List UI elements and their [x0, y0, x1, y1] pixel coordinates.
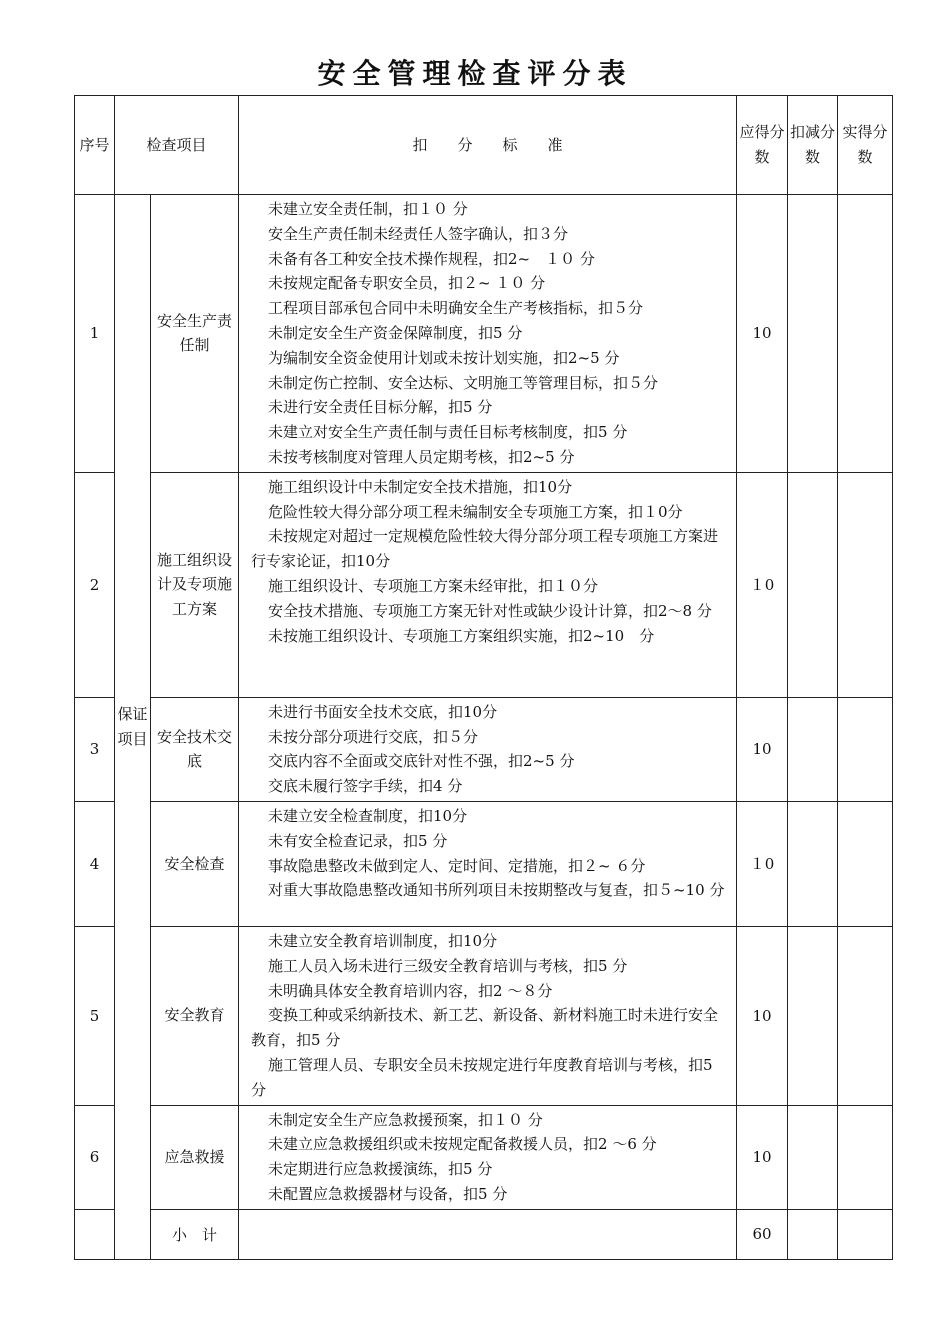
row-points: 10 [737, 697, 788, 801]
header-actual: 实得分数 [838, 96, 893, 195]
header-seq: 序号 [75, 96, 115, 195]
row-deduct-cell[interactable] [788, 472, 838, 697]
row-item: 安全检查 [151, 801, 239, 926]
table-row [75, 801, 893, 926]
criteria-line: 未进行书面安全技术交底，扣10分 [268, 702, 498, 721]
criteria-line: 施工组织设计中未制定安全技术措施，扣10分 [268, 477, 573, 496]
subtotal-row [75, 1209, 893, 1259]
criteria-line: 未进行安全责任目标分解，扣5 分 [268, 398, 493, 417]
group-label: 保证项目 [115, 195, 151, 1260]
row-criteria [239, 1105, 737, 1209]
row-deduct-cell[interactable] [788, 697, 838, 801]
row-actual-cell[interactable] [838, 697, 893, 801]
criteria-line: 未按考核制度对管理人员定期考核，扣2~5 分 [268, 447, 575, 466]
table-row [75, 697, 893, 801]
criteria-line: 未备有各工种安全技术操作规程，扣2~ １０ 分 [268, 249, 595, 268]
row-deduct-cell[interactable] [788, 195, 838, 473]
row-criteria [239, 472, 737, 697]
criteria-line: 未按规定配备专职安全员，扣２~ １０ 分 [268, 274, 546, 293]
criteria-line: 安全技术措施、专项施工方案无针对性或缺少设计计算，扣2～8 分 [268, 601, 712, 620]
row-actual-cell[interactable] [838, 926, 893, 1105]
criteria-line: 交底内容不全面或交底针对性不强，扣2~5 分 [268, 752, 575, 771]
criteria-line: 未按分部分项进行交底，扣５分 [268, 727, 479, 746]
criteria-line: 施工管理人员、专职安全员未按规定进行年度教育培训与考核，扣5 分 [251, 1055, 713, 1099]
criteria-line: 未建立安全检查制度，扣10分 [268, 806, 468, 825]
table-row [75, 1105, 893, 1209]
row-seq: 5 [75, 926, 115, 1105]
criteria-line: 施工组织设计、专项施工方案未经审批，扣１０分 [268, 576, 599, 595]
row-points: １0 [737, 801, 788, 926]
criteria-line: 未配置应急救援器材与设备，扣5 分 [268, 1184, 508, 1203]
criteria-line: 安全生产责任制未经责任人签字确认，扣３分 [268, 224, 569, 243]
subtotal-deduct-cell[interactable] [788, 1209, 838, 1259]
subtotal-points: 60 [737, 1209, 788, 1259]
row-seq: 3 [75, 697, 115, 801]
criteria-line: 未制定安全生产应急救援预案，扣１０ 分 [268, 1110, 543, 1129]
header-deduct: 扣减分数 [788, 96, 838, 195]
subtotal-actual-cell[interactable] [838, 1209, 893, 1259]
row-points: １0 [737, 472, 788, 697]
table-row [75, 195, 893, 473]
row-criteria [239, 195, 737, 473]
row-item: 应急救援 [151, 1105, 239, 1209]
criteria-line: 工程项目部承包合同中未明确安全生产考核指标，扣５分 [268, 299, 644, 318]
header-row [75, 96, 893, 195]
subtotal-seq-cell [75, 1209, 115, 1259]
row-deduct-cell[interactable] [788, 926, 838, 1105]
row-actual-cell[interactable] [838, 195, 893, 473]
criteria-line: 未制定伤亡控制、安全达标、文明施工等管理目标，扣５分 [268, 373, 659, 392]
criteria-line: 未建立安全教育培训制度，扣10分 [268, 931, 498, 950]
row-deduct-cell[interactable] [788, 801, 838, 926]
row-item: 安全技术交底 [151, 697, 239, 801]
criteria-line: 未建立安全责任制，扣１０ 分 [268, 200, 468, 218]
subtotal-criteria-cell [239, 1209, 737, 1259]
criteria-line: 未按规定对超过一定规模危险性较大得分部分项工程专项施工方案进行专家论证，扣10分 [251, 527, 719, 571]
criteria-line: 未制定安全生产资金保障制度，扣5 分 [268, 323, 523, 342]
row-seq: 4 [75, 801, 115, 926]
row-actual-cell[interactable] [838, 801, 893, 926]
header-standard: 扣 分 标 准 [239, 96, 737, 195]
criteria-line: 未明确具体安全教育培训内容，扣2 ～８分 [268, 981, 553, 1000]
row-seq: 6 [75, 1105, 115, 1209]
row-item: 安全教育 [151, 926, 239, 1105]
criteria-line: 对重大事故隐患整改通知书所列项目未按期整改与复查，扣５~10 分 [268, 881, 725, 900]
row-points: 10 [737, 1105, 788, 1209]
criteria-line: 未建立对安全生产责任制与责任目标考核制度，扣5 分 [268, 423, 628, 442]
row-seq: 1 [75, 195, 115, 473]
score-table [74, 95, 893, 1260]
row-actual-cell[interactable] [838, 1105, 893, 1209]
criteria-line: 未有安全检查记录，扣5 分 [268, 831, 448, 850]
criteria-line: 为编制安全资金使用计划或未按计划实施，扣2~5 分 [268, 348, 620, 367]
row-seq: 2 [75, 472, 115, 697]
row-deduct-cell[interactable] [788, 1105, 838, 1209]
header-item: 检查项目 [115, 96, 239, 195]
row-actual-cell[interactable] [838, 472, 893, 697]
criteria-line: 未按施工组织设计、专项施工方案组织实施，扣2~10 分 [268, 626, 655, 645]
table-row [75, 926, 893, 1105]
criteria-line: 施工人员入场未进行三级安全教育培训与考核，扣5 分 [268, 956, 628, 975]
table-row [75, 472, 893, 697]
row-criteria [239, 697, 737, 801]
row-item: 施工组织设计及专项施工方案 [151, 472, 239, 697]
page-title: 安全管理检查评分表 [317, 57, 633, 90]
header-due: 应得分数 [737, 96, 788, 195]
row-points: 10 [737, 195, 788, 473]
row-criteria [239, 801, 737, 926]
row-item: 安全生产责任制 [151, 195, 239, 473]
row-criteria [239, 926, 737, 1105]
criteria-line: 变换工种或采纳新技术、新工艺、新设备、新材料施工时未进行安全教育，扣5 分 [251, 1006, 719, 1050]
criteria-line: 交底未履行签字手续，扣4 分 [268, 777, 463, 796]
criteria-line: 未定期进行应急救援演练，扣5 分 [268, 1160, 493, 1179]
row-points: 10 [737, 926, 788, 1105]
criteria-line: 危险性较大得分部分项工程未编制安全专项施工方案，扣１0分 [268, 502, 683, 521]
criteria-line: 事故隐患整改未做到定人、定时间、定措施，扣２~ ６分 [268, 856, 646, 875]
criteria-line: 未建立应急救援组织或未按规定配备救援人员，扣2 ～6 分 [268, 1135, 657, 1154]
subtotal-label: 小 计 [151, 1209, 239, 1259]
